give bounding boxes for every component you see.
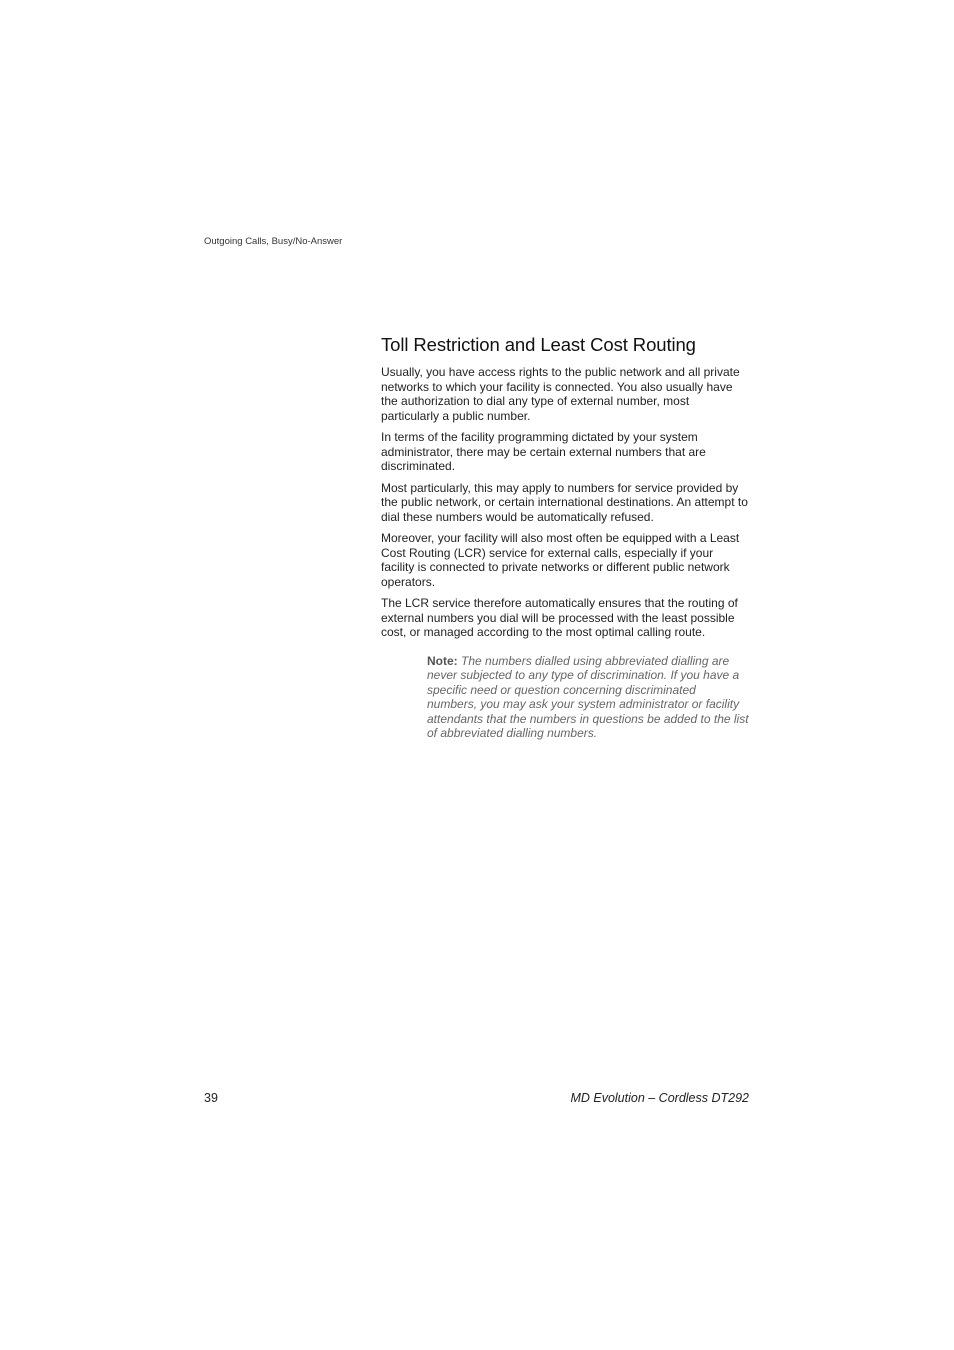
note-label: Note: [427, 653, 458, 668]
running-header: Outgoing Calls, Busy/No-Answer [204, 236, 343, 247]
page-number: 39 [204, 1091, 218, 1105]
document-title: MD Evolution – Cordless DT292 [570, 1091, 749, 1105]
main-content [381, 333, 749, 741]
paragraph-lcr-routing: The LCR service therefore automatically ensures that the routing of external numbers you dial will be processed with the least possible cost, or managed according to the most optimal calling route. [381, 596, 738, 639]
paragraph-refused-numbers: Most particularly, this may apply to numbers for service provided by the public network, or certain international destinations. An attempt to dial these numbers would be automatically refused. [381, 480, 748, 524]
note-block [427, 654, 749, 741]
paragraph-access-rights: Usually, you have access rights to the public network and all private networks to which your facility is connected. You also usually have the authorization to dial any type of external number, most particularly a public number. [381, 365, 740, 423]
paragraph-discriminated-numbers: In terms of the facility programming dictated by your system administrator, there may be certain external numbers that are discriminated. [381, 430, 706, 473]
section-title: Toll Restriction and Least Cost Routing [381, 334, 696, 355]
paragraph-lcr-service: Moreover, your facility will also most often be equipped with a Least Cost Routing (LCR) service for external calls, especially if your facility is connected to private networks or different public network operators. [381, 531, 740, 589]
note-text: The numbers dialled using abbreviated dialling are never subjected to any type of discrimination. If you have a specific need or question concerning discriminated numbers, you may ask your system administrator or facility attendants that the numbers in questions be added to the list of abbreviated dialling numbers. [427, 653, 749, 740]
